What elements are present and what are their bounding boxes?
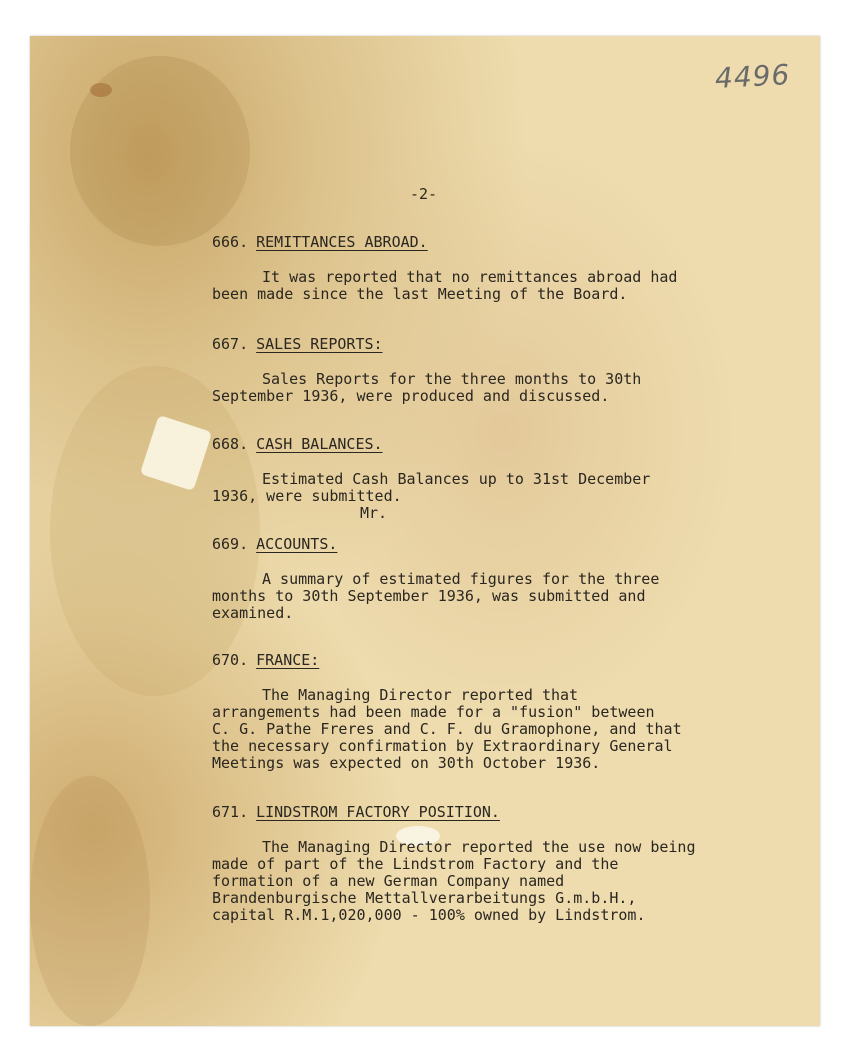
body-line: been made since the last Meeting of the Board. [212,285,628,303]
minute-section [212,804,772,924]
section-title: LINDSTROM FACTORY POSITION. [256,803,500,821]
section-heading [212,804,772,821]
section-body [212,269,772,303]
section-title: SALES REPORTS: [256,335,383,353]
body-line: formation of a new German Company named [212,872,565,890]
section-title: ACCOUNTS. [256,535,338,553]
section-body [212,839,772,924]
body-line: arrangements had been made for a "fusion" between [212,703,655,721]
section-heading [212,234,772,251]
body-line: examined. [212,604,294,622]
body-line: capital R.M.1,020,000 - 100% owned by Lindstrom. [212,906,646,924]
minute-section [212,536,772,622]
section-body [212,471,772,522]
section-heading [212,536,772,553]
body-line: It was reported that no remittances abroad had [262,268,678,286]
body-line: made of part of the Lindstrom Factory and the [212,855,619,873]
body-line: A summary of estimated figures for the three [262,570,660,588]
section-number: 671. [212,803,249,821]
section-number: 670. [212,651,249,669]
minute-section [212,234,772,303]
body-line: months to 30th September 1936, was submitted and [212,587,646,605]
body-line: The Managing Director reported that [262,686,579,704]
section-number: 666. [212,233,249,251]
minute-section [212,436,772,522]
section-title: REMITTANCES ABROAD. [256,233,428,251]
section-title: CASH BALANCES. [256,435,383,453]
section-title: FRANCE: [256,651,320,669]
section-body [212,571,772,622]
section-body [212,687,772,772]
section-heading [212,652,772,669]
section-number: 669. [212,535,249,553]
document-text [30,36,820,1026]
body-line: Meetings was expected on 30th October 1936. [212,754,601,772]
body-line: 1936, were submitted. [212,487,402,505]
section-heading [212,336,772,353]
body-line: C. G. Pathe Freres and C. F. du Gramophone, and that [212,720,682,738]
body-line: September 1936, were produced and discussed. [212,387,610,405]
section-body [212,371,772,405]
body-line: Mr. [360,504,388,522]
body-line: Sales Reports for the three months to 30th [262,370,642,388]
section-number: 668. [212,435,249,453]
body-line: Estimated Cash Balances up to 31st December [262,470,651,488]
section-number: 667. [212,335,249,353]
body-line: The Managing Director reported the use now being [262,838,696,856]
page-number: -2- [410,185,438,203]
document-page [30,36,820,1026]
section-heading [212,436,772,453]
body-line: Brandenburgische Mettallverarbeitungs G.m.b.H., [212,889,637,907]
handwritten-page-id: 4496 [713,58,791,95]
minute-section [212,336,772,405]
body-line: the necessary confirmation by Extraordinary General [212,737,673,755]
minute-section [212,652,772,772]
